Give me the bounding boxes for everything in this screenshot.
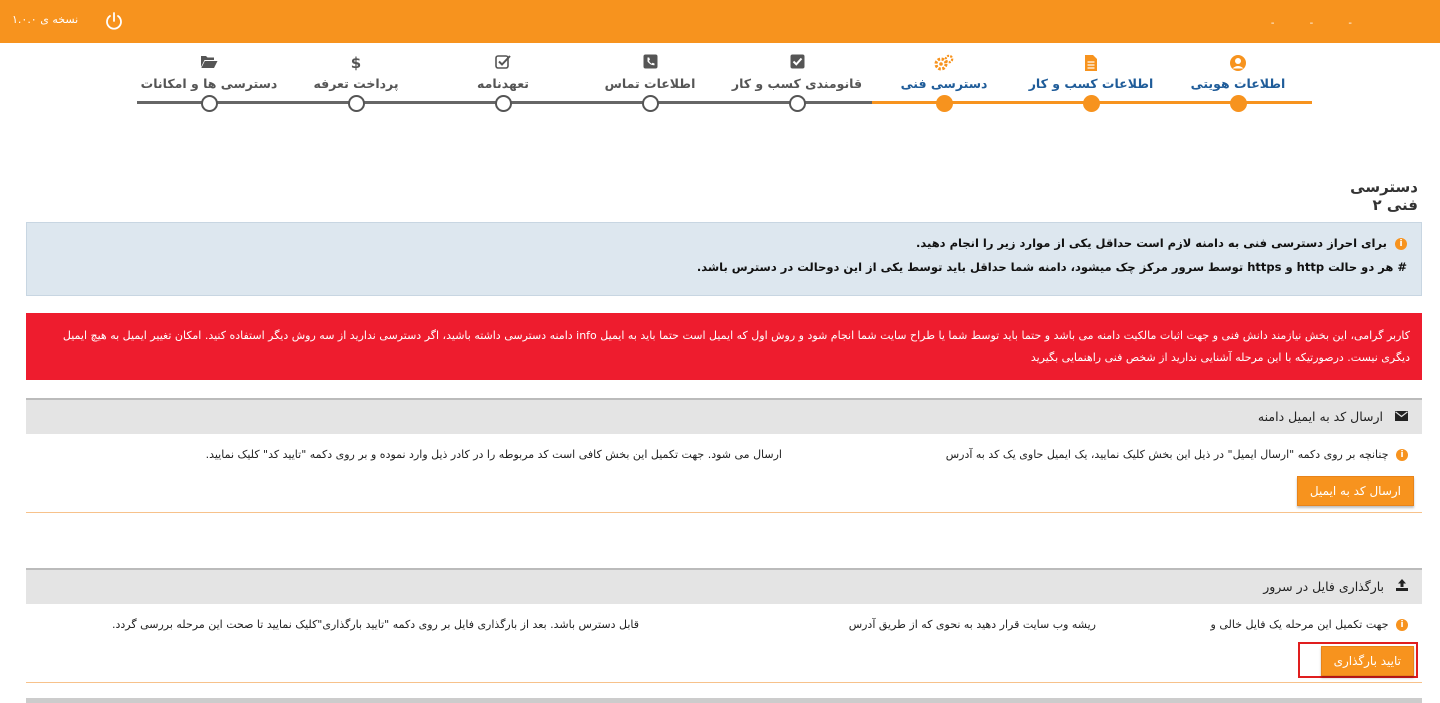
step-label: دسترسی ها و امکانات xyxy=(140,76,278,91)
alert-text: کاربر گرامی، این بخش نیازمند دانش فنی و جهت اثبات مالکیت دامنه می باشد و حتما باید توسط شما یا طراح سایت شما انجام شود و روش اول که ایمیل است حتما باید به ایمیل info دامنه دسترسی داشته باشید، اگر دسترسی ندارید از سه روش دیگر استفاده کنید. امکان تغییر ایمیل به هیچ ایمیل دیگری نیست. درصورتیکه با این مرحله آشنایی ندارید از شخص فنی راهنمایی بگیرید xyxy=(62,329,1410,364)
step-label: اطلاعات هویتی xyxy=(1190,76,1286,91)
envelope-icon xyxy=(1395,400,1408,434)
info-icon: i xyxy=(1395,238,1407,250)
file-upload-panel xyxy=(26,568,1422,683)
info-row xyxy=(41,233,1407,257)
step-technical-access[interactable] xyxy=(869,54,1019,91)
cogs-icon xyxy=(869,54,1019,72)
step-label: تعهدنامه xyxy=(477,76,529,91)
phone-icon xyxy=(575,54,725,72)
step-dot-contact-info[interactable] xyxy=(642,95,659,112)
info-line-1: برای احراز دسترسی فنی به دامنه لازم است حداقل یکی از موارد زیر را انجام دهید. xyxy=(916,236,1387,250)
info-line-2: # هر دو حالت http و https توسط سرور مرکز چک میشود، دامنه شما حداقل باید توسط یکی از این دوحالت در دسترس باشد. xyxy=(696,260,1407,274)
dollar-icon: $ xyxy=(350,54,362,72)
step-business-info[interactable] xyxy=(1016,54,1166,91)
step-business-legality[interactable] xyxy=(722,54,872,91)
folder-open-icon xyxy=(134,54,284,72)
step-dot-business-info[interactable] xyxy=(1083,95,1100,112)
step-dot-tariff-payment[interactable] xyxy=(348,95,365,112)
top-bar xyxy=(0,0,1440,43)
step-label: دسترسی فنی xyxy=(900,76,988,91)
user-circle-icon xyxy=(1163,54,1313,72)
email-verification-panel xyxy=(26,398,1422,513)
info-icon: i xyxy=(1396,619,1408,631)
step-label: اطلاعات تماس xyxy=(604,76,696,91)
step-dot-commitment[interactable] xyxy=(495,95,512,112)
warning-alert xyxy=(26,313,1422,380)
version-label: نسخه ی ۱.۰.۰ xyxy=(12,13,79,26)
step-tariff-payment[interactable] xyxy=(281,54,431,91)
panel-title: ارسال کد به ایمیل دامنه xyxy=(1257,409,1384,424)
user-menu-dots[interactable]: - - - xyxy=(1270,18,1368,29)
step-dot-technical-access[interactable] xyxy=(936,95,953,112)
upload-instructions-part-2: ریشه وب سایت قرار دهید به نحوی که از طریق آدرس xyxy=(848,618,1096,631)
step-dot-business-legality[interactable] xyxy=(789,95,806,112)
step-dot-identity[interactable] xyxy=(1230,95,1247,112)
step-label: اطلاعات کسب و کار xyxy=(1028,76,1154,91)
panel-text-1 xyxy=(1211,618,1408,631)
upload-icon xyxy=(1396,570,1408,604)
panel-title: بارگذاری فایل در سرور xyxy=(1263,579,1385,594)
info-row xyxy=(41,257,1407,281)
confirm-upload-button[interactable]: تایید بارگذاری xyxy=(1321,646,1414,676)
send-email-code-button[interactable]: ارسال کد به ایمیل xyxy=(1297,476,1414,506)
panel-body xyxy=(26,604,1422,681)
info-icon: i xyxy=(1396,449,1408,461)
step-label: پرداخت تعرفه xyxy=(313,76,399,91)
next-panel-edge xyxy=(26,698,1422,703)
step-contact-info[interactable] xyxy=(575,54,725,91)
panel-body xyxy=(26,434,1422,511)
check-square-icon xyxy=(722,54,872,72)
panel-header xyxy=(26,398,1422,434)
email-instructions-part-1: چنانچه بر روی دکمه "ارسال ایمیل" در ذیل این بخش کلیک نمایید، یک ایمیل حاوی یک کد به آدرس xyxy=(945,448,1389,461)
power-icon[interactable] xyxy=(104,11,124,31)
page-title: دسترسی فنی ۲ xyxy=(1320,178,1418,225)
step-identity[interactable] xyxy=(1163,54,1313,91)
step-label: قانومندی کسب و کار xyxy=(731,76,863,91)
panel-text-1 xyxy=(946,448,1408,461)
file-icon xyxy=(1016,54,1166,72)
check-square-o-icon xyxy=(428,54,578,72)
info-box xyxy=(26,222,1422,296)
panel-header xyxy=(26,568,1422,604)
upload-instructions-part-3: قابل دسترس باشد. بعد از بارگذاری فایل بر روی دکمه "تایید بارگذاری"کلیک نمایید تا صحت این مرحله بررسی گردد. xyxy=(111,618,639,631)
step-dot-access-features[interactable] xyxy=(201,95,218,112)
email-instructions-part-2: ارسال می شود. جهت تکمیل این بخش کافی است کد مربوطه را در کادر ذیل وارد نموده و بر روی دکمه "تایید کد" کلیک نمایید. xyxy=(205,448,782,461)
upload-instructions-part-1: جهت تکمیل این مرحله یک فایل خالی و xyxy=(1210,618,1389,631)
step-access-features[interactable] xyxy=(134,54,284,91)
step-commitment[interactable] xyxy=(428,54,578,91)
